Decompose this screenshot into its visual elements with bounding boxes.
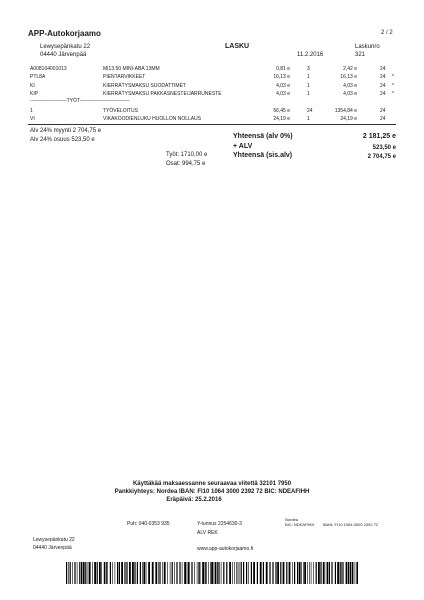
barcode-bar bbox=[85, 562, 86, 584]
total-net-label: Yhteensä (alv 0%) bbox=[233, 133, 293, 140]
item-total: 16,13 e bbox=[340, 74, 357, 80]
barcode-bar bbox=[251, 562, 252, 584]
footer-website: www.app-autokorjaamo.fi bbox=[197, 546, 254, 552]
payment-reference: Käyttäkää maksaessanne seuraavaa viitettä 32101 7950 bbox=[132, 481, 292, 487]
barcode-bar bbox=[202, 562, 204, 584]
footer-bank-bic: BIC: NDEAFIHH bbox=[285, 522, 315, 527]
barcode-bar bbox=[77, 562, 78, 584]
table-row bbox=[0, 83, 424, 91]
barcode-bar bbox=[326, 562, 327, 584]
barcode-bar bbox=[275, 562, 276, 584]
subtotal-parts: Osat: 994,75 e bbox=[166, 161, 206, 167]
barcode-bar bbox=[340, 562, 341, 584]
work-price: 56,45 e bbox=[273, 108, 290, 114]
item-desc: MI13.50 MINI-ABA 13MM bbox=[103, 66, 160, 72]
invoice-number-label: Laskunro bbox=[355, 44, 380, 50]
item-vat: 24 bbox=[380, 66, 386, 72]
barcode-bar bbox=[74, 562, 75, 584]
barcode-bar bbox=[257, 562, 258, 584]
barcode-bar bbox=[341, 562, 342, 584]
item-qty: 1 bbox=[307, 83, 310, 89]
item-vat: 24 bbox=[380, 91, 386, 97]
total-net-value: 2 181,25 e bbox=[362, 133, 396, 140]
barcode-bar bbox=[316, 562, 317, 584]
work-qty: 1 bbox=[307, 116, 310, 122]
barcode-bar bbox=[289, 562, 291, 584]
footer-bank-name: Nordea bbox=[285, 517, 299, 522]
item-price: 4,03 e bbox=[276, 91, 290, 97]
barcode-bar bbox=[210, 562, 211, 584]
barcode-bar bbox=[121, 562, 123, 584]
barcode-bar bbox=[97, 562, 98, 584]
items-divider bbox=[28, 124, 396, 125]
barcode-bar bbox=[332, 562, 333, 584]
barcode-bar bbox=[217, 562, 218, 584]
barcode-bar bbox=[137, 562, 138, 584]
barcode-bar bbox=[188, 562, 190, 584]
barcode-bar bbox=[89, 562, 91, 584]
barcode-bar bbox=[348, 562, 349, 584]
barcode-bar bbox=[331, 562, 332, 584]
barcode-bar bbox=[297, 562, 298, 584]
item-qty: 1 bbox=[307, 91, 310, 97]
barcode-bar bbox=[232, 562, 233, 584]
item-mark: * bbox=[392, 83, 394, 89]
item-code: PTL8A bbox=[30, 74, 46, 80]
barcode-bar bbox=[79, 562, 80, 584]
total-gross-value: 2 704,75 e bbox=[367, 154, 396, 160]
item-qty: 3 bbox=[307, 66, 310, 72]
barcode-bar bbox=[263, 562, 264, 584]
barcode-bar bbox=[106, 562, 107, 584]
company-street: Lewysepänkatu 22 bbox=[40, 44, 91, 50]
barcode-bar bbox=[206, 562, 207, 584]
item-total: 2,42 e bbox=[343, 66, 357, 72]
work-qty: 24 bbox=[307, 108, 313, 114]
barcode-bar bbox=[283, 562, 285, 584]
work-code: VI bbox=[30, 116, 35, 122]
barcode-bar bbox=[110, 562, 111, 584]
company-name: APP-Autokorjaamo bbox=[28, 29, 101, 38]
barcode-bar bbox=[197, 562, 198, 584]
barcode-bar bbox=[211, 562, 213, 584]
work-total: 24,19 e bbox=[340, 116, 357, 122]
barcode-bar bbox=[155, 562, 157, 584]
barcode-bar bbox=[146, 562, 147, 584]
barcode-bar bbox=[160, 562, 161, 584]
barcode-bar bbox=[125, 562, 126, 584]
item-desc: KIERRÄTYSMAKSU PAKKASNESTE/JARRUNESTE bbox=[103, 91, 222, 97]
barcode-bar bbox=[99, 562, 101, 584]
invoice-number: 321 bbox=[355, 52, 366, 58]
footer-ytunnus: Y-tunnus 2254630-3 bbox=[197, 521, 242, 527]
payment-due-date: Eräpäivä: 25.2.2016 bbox=[166, 497, 222, 503]
vat-sale: Alv 24% myynti 2 704,75 e bbox=[30, 128, 102, 134]
barcode-bar bbox=[229, 562, 231, 584]
barcode-bar bbox=[129, 562, 131, 584]
barcode-bar bbox=[238, 562, 239, 584]
barcode-bar bbox=[107, 562, 108, 584]
barcode-bar bbox=[140, 562, 141, 584]
barcode-bar bbox=[174, 562, 175, 584]
barcode-bar bbox=[94, 562, 96, 584]
total-vat-value: 523,50 e bbox=[372, 145, 396, 151]
barcode-bar bbox=[301, 562, 302, 584]
table-row bbox=[0, 66, 424, 74]
footer-city: 04440 Järvenpää bbox=[33, 545, 72, 551]
barcode-bar bbox=[70, 562, 71, 584]
doc-title: LASKU bbox=[225, 43, 250, 50]
item-mark: * bbox=[392, 91, 394, 97]
work-vat: 24 bbox=[380, 116, 386, 122]
barcode-bar bbox=[323, 562, 325, 584]
barcode-bar bbox=[313, 562, 314, 584]
barcode-bar bbox=[311, 562, 312, 584]
barcode-bar bbox=[215, 562, 216, 584]
barcode-bar bbox=[148, 562, 150, 584]
barcode-bar bbox=[191, 562, 192, 584]
barcode-bar bbox=[327, 562, 328, 584]
barcode-bar bbox=[81, 562, 82, 584]
barcode-bar bbox=[117, 562, 118, 584]
work-code: 1 bbox=[30, 108, 33, 114]
barcode-bar bbox=[142, 562, 143, 584]
barcode-bar bbox=[355, 562, 356, 584]
item-qty: 1 bbox=[307, 74, 310, 80]
barcode-bar bbox=[205, 562, 206, 584]
item-total: 4,03 e bbox=[343, 83, 357, 89]
barcode-bar bbox=[277, 562, 279, 584]
barcode-bar bbox=[266, 562, 268, 584]
barcode-bar bbox=[303, 562, 304, 584]
footer-alv-rek: ALV REK bbox=[197, 530, 218, 536]
barcode-bar bbox=[304, 562, 306, 584]
barcode-bar bbox=[286, 562, 287, 584]
item-vat: 24 bbox=[380, 74, 386, 80]
barcode-bar bbox=[346, 562, 348, 584]
barcode-bar bbox=[124, 562, 125, 584]
item-desc: KIERRÄTYSMAKSU SUODATTIMET bbox=[103, 83, 186, 89]
barcode-bar bbox=[307, 562, 308, 584]
barcode-bar bbox=[236, 562, 237, 584]
total-vat-label: + ALV bbox=[233, 143, 253, 150]
barcode-bar bbox=[198, 562, 199, 584]
barcode-bar bbox=[208, 562, 209, 584]
barcode-bar bbox=[280, 562, 281, 584]
barcode-bar bbox=[134, 562, 135, 584]
barcode-bar bbox=[223, 562, 224, 584]
barcode-bar bbox=[179, 562, 180, 584]
barcode-bar bbox=[272, 562, 273, 584]
barcode-bar bbox=[253, 562, 255, 584]
item-vat: 24 bbox=[380, 83, 386, 89]
barcode-bar bbox=[199, 562, 200, 584]
barcode-bar bbox=[218, 562, 219, 584]
barcode-bar bbox=[83, 562, 85, 584]
payment-bank: Pankkiyhteys: Nordea IBAN: FI10 1064 3000 2392 72 BIC: NDEAFIHH bbox=[114, 489, 310, 495]
barcode-bar bbox=[246, 562, 247, 584]
barcode-bar bbox=[226, 562, 227, 584]
barcode-bar bbox=[176, 562, 177, 584]
barcode-bar bbox=[241, 562, 242, 584]
invoice-date: 11.2.2016 bbox=[297, 52, 324, 58]
barcode-bar bbox=[112, 562, 113, 584]
total-gross-label: Yhteensä (sis.alv) bbox=[233, 152, 293, 159]
barcode-bar bbox=[66, 562, 67, 584]
barcode-bar bbox=[164, 562, 166, 584]
barcode-bar bbox=[337, 562, 339, 584]
barcode-bar bbox=[318, 562, 320, 584]
barcode-bar bbox=[350, 562, 351, 584]
barcode-bar bbox=[309, 562, 310, 584]
barcode-bar bbox=[269, 562, 270, 584]
barcode-bar bbox=[221, 562, 222, 584]
barcode-bar bbox=[329, 562, 330, 584]
work-desc: TYÖVELOITUS bbox=[103, 108, 139, 114]
footer-phone: Puh: 040-0353 935 bbox=[127, 521, 170, 527]
works-divider: ----------------------TYÖT------------------------------ bbox=[30, 98, 130, 104]
item-code: KI bbox=[30, 83, 35, 89]
barcode-bar bbox=[167, 562, 168, 584]
barcode-bar bbox=[104, 562, 105, 584]
barcode-bar bbox=[152, 562, 154, 584]
work-price: 24,19 e bbox=[273, 116, 290, 122]
subtotal-works: Työt: 1710,00 e bbox=[166, 152, 208, 158]
barcode-bar bbox=[143, 562, 145, 584]
barcode-bar bbox=[132, 562, 134, 584]
barcode-bar bbox=[234, 562, 235, 584]
barcode-bar bbox=[239, 562, 240, 584]
barcode-bar bbox=[243, 562, 244, 584]
barcode-bar bbox=[292, 562, 293, 584]
item-total: 4,03 e bbox=[343, 91, 357, 97]
barcode-bar bbox=[184, 562, 186, 584]
company-city: 04440 Järvenpää bbox=[40, 52, 87, 58]
table-row bbox=[0, 74, 424, 82]
barcode-bar bbox=[343, 562, 344, 584]
barcode-bar bbox=[294, 562, 295, 584]
item-code: KIP bbox=[30, 91, 39, 97]
page-number: 2 / 2 bbox=[381, 30, 393, 36]
barcode bbox=[66, 562, 358, 584]
footer-street: Lewysepänkatu 22 bbox=[33, 537, 75, 543]
vat-share: Alv 24% osuus 523,50 e bbox=[30, 137, 95, 143]
barcode-bar bbox=[88, 562, 89, 584]
barcode-bar bbox=[101, 562, 102, 584]
item-code: A008104001013 bbox=[30, 66, 67, 72]
footer-bank-iban: IBAN: FI10 1064 3000 2392 72 bbox=[323, 522, 379, 527]
barcode-bar bbox=[335, 562, 336, 584]
barcode-bar bbox=[158, 562, 159, 584]
item-price: 4,03 e bbox=[276, 83, 290, 89]
barcode-bar bbox=[68, 562, 69, 584]
barcode-bar bbox=[72, 562, 73, 584]
table-row bbox=[0, 108, 424, 116]
barcode-bar bbox=[194, 562, 195, 584]
barcode-bar bbox=[92, 562, 93, 584]
barcode-bar bbox=[299, 562, 301, 584]
barcode-bar bbox=[162, 562, 163, 584]
item-mark: * bbox=[392, 74, 394, 80]
item-desc: PIENTARVIKKEET bbox=[103, 74, 146, 80]
work-desc: VIKAKOODIENLUKU HUOLLON NOLLAUS bbox=[103, 116, 202, 122]
item-price: 0,81 e bbox=[276, 66, 290, 72]
table-row bbox=[0, 116, 424, 124]
barcode-bar bbox=[182, 562, 183, 584]
barcode-bar bbox=[352, 562, 354, 584]
barcode-bar bbox=[170, 562, 171, 584]
work-total: 1354,84 e bbox=[334, 108, 357, 114]
barcode-bar bbox=[187, 562, 188, 584]
barcode-bar bbox=[320, 562, 321, 584]
barcode-bar bbox=[115, 562, 116, 584]
barcode-bar bbox=[248, 562, 249, 584]
barcode-bar bbox=[260, 562, 262, 584]
item-price: 16,13 e bbox=[273, 74, 290, 80]
barcode-bar bbox=[119, 562, 120, 584]
work-vat: 24 bbox=[380, 108, 386, 114]
barcode-bar bbox=[127, 562, 128, 584]
barcode-bar bbox=[172, 562, 173, 584]
barcode-bar bbox=[214, 562, 215, 584]
barcode-bar bbox=[356, 562, 358, 584]
